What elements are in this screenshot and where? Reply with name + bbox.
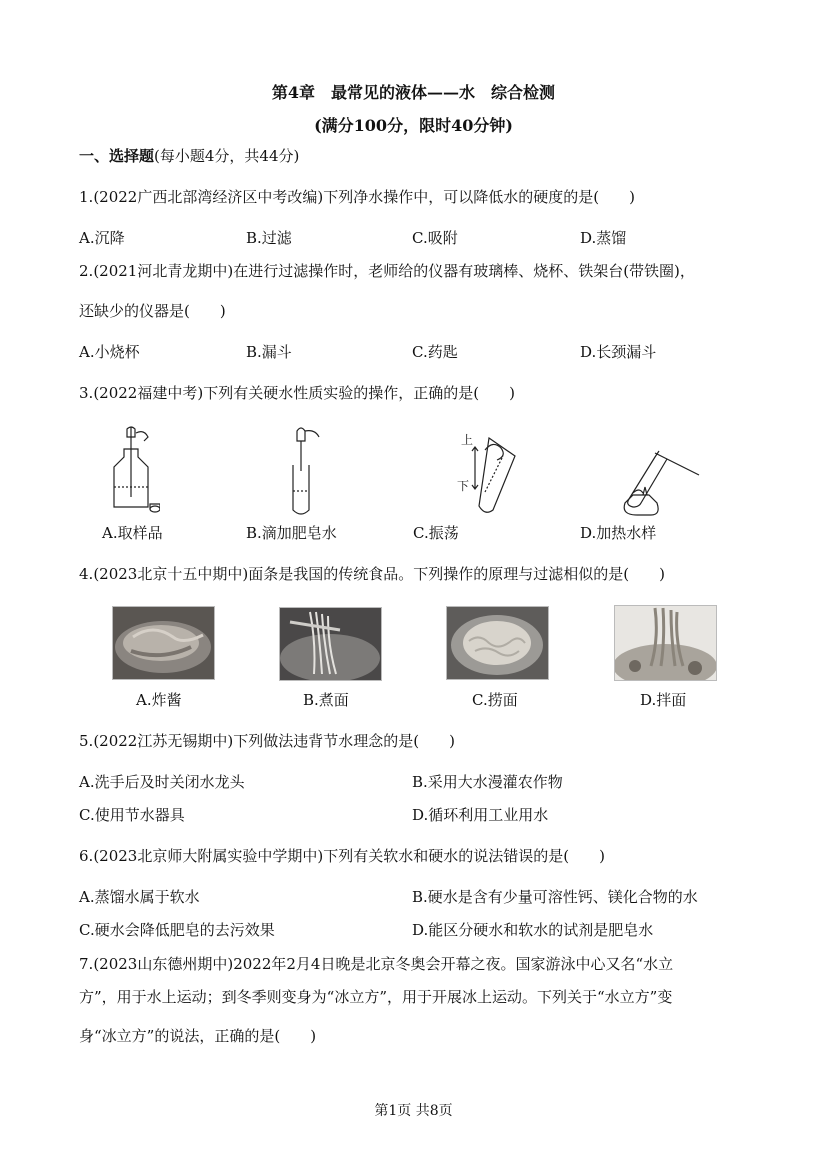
bottle-sampling-figure <box>110 425 160 515</box>
q1-option-c: C.吸附 <box>412 229 458 247</box>
q4-option-b: B.煮面 <box>303 691 349 709</box>
q1-option-d: D.蒸馏 <box>580 229 627 247</box>
q5-option-a: A.洗手后及时关闭水龙头 <box>79 773 245 791</box>
q4-option-d: D.拌面 <box>640 691 687 709</box>
up-label: 上 <box>461 433 474 447</box>
q6-option-c: C.硬水会降低肥皂的去污效果 <box>79 921 275 939</box>
question-3: 3.(2022福建中考)下列有关硬水性质实验的操作，正确的是( ) <box>79 384 515 402</box>
section-heading: 一、选择题(每小题4分，共44分) <box>79 147 300 165</box>
heating-figure <box>615 433 705 518</box>
question-2-cont: 还缺少的仪器是( ) <box>79 302 226 320</box>
question-6: 6.(2023北京师大附属实验中学期中)下列有关软水和硬水的说法错误的是( ) <box>79 847 605 865</box>
q2-option-a: A.小烧杯 <box>79 343 140 361</box>
down-label: 下 <box>457 479 470 493</box>
q4-option-a: A.炸酱 <box>136 691 182 709</box>
q5-option-c: C.使用节水器具 <box>79 806 185 824</box>
q5-option-b: B.采用大水漫灌农作物 <box>412 773 563 791</box>
q2-option-b: B.漏斗 <box>246 343 292 361</box>
question-5: 5.(2022江苏无锡期中)下列做法违背节水理念的是( ) <box>79 732 455 750</box>
q6-option-a: A.蒸馏水属于软水 <box>79 888 200 906</box>
q5-option-d: D.循环利用工业用水 <box>412 806 549 824</box>
soap-dropper-figure <box>283 425 323 520</box>
question-7-cont: 方”，用于水上运动；到冬季则变身为“冰立方”，用于开展冰上运动。下列关于“水立方”变 <box>79 988 673 1006</box>
q3-option-c: C.振荡 <box>413 524 459 542</box>
question-2: 2.(2021河北青龙期中)在进行过滤操作时，老师给的仪器有玻璃棒、烧杯、铁架台(带铁圈)， <box>79 262 695 280</box>
q3-option-b: B.滴加肥皂水 <box>246 524 337 542</box>
scooping-noodles-photo <box>446 606 549 680</box>
q1-option-a: A.沉降 <box>79 229 125 247</box>
shake-tube-figure <box>455 420 525 520</box>
page-footer: 第1页 共8页 <box>374 1103 453 1119</box>
q2-option-d: D.长颈漏斗 <box>580 343 657 361</box>
question-7: 7.(2023山东德州期中)2022年2月4日晚是北京冬奥会开幕之夜。国家游泳中心又名“水立 <box>79 955 674 973</box>
q1-option-b: B.过滤 <box>246 229 292 247</box>
q3-option-a: A.取样品 <box>102 524 163 542</box>
fried-sauce-photo <box>112 606 215 680</box>
cooking-noodles-photo <box>279 607 382 681</box>
question-4: 4.(2023北京十五中期中)面条是我国的传统食品。下列操作的原理与过滤相似的是( ) <box>79 565 665 583</box>
q6-option-b: B.硬水是含有少量可溶性钙、镁化合物的水 <box>412 888 698 906</box>
question-7-cont2: 身“冰立方”的说法，正确的是( ) <box>79 1027 317 1045</box>
page-title: 第4章 最常见的液体——水 综合检测 <box>271 83 556 102</box>
q2-option-c: C.药匙 <box>412 343 458 361</box>
q4-option-c: C.捞面 <box>472 691 518 709</box>
mixing-noodles-photo <box>614 605 717 681</box>
question-1: 1.(2022广西北部湾经济区中考改编)下列净水操作中，可以降低水的硬度的是( ) <box>79 188 635 206</box>
q6-option-d: D.能区分硬水和软水的试剂是肥皂水 <box>412 921 654 939</box>
q3-option-d: D.加热水样 <box>580 524 657 542</box>
page-subtitle: (满分100分，限时40分钟) <box>314 116 513 135</box>
